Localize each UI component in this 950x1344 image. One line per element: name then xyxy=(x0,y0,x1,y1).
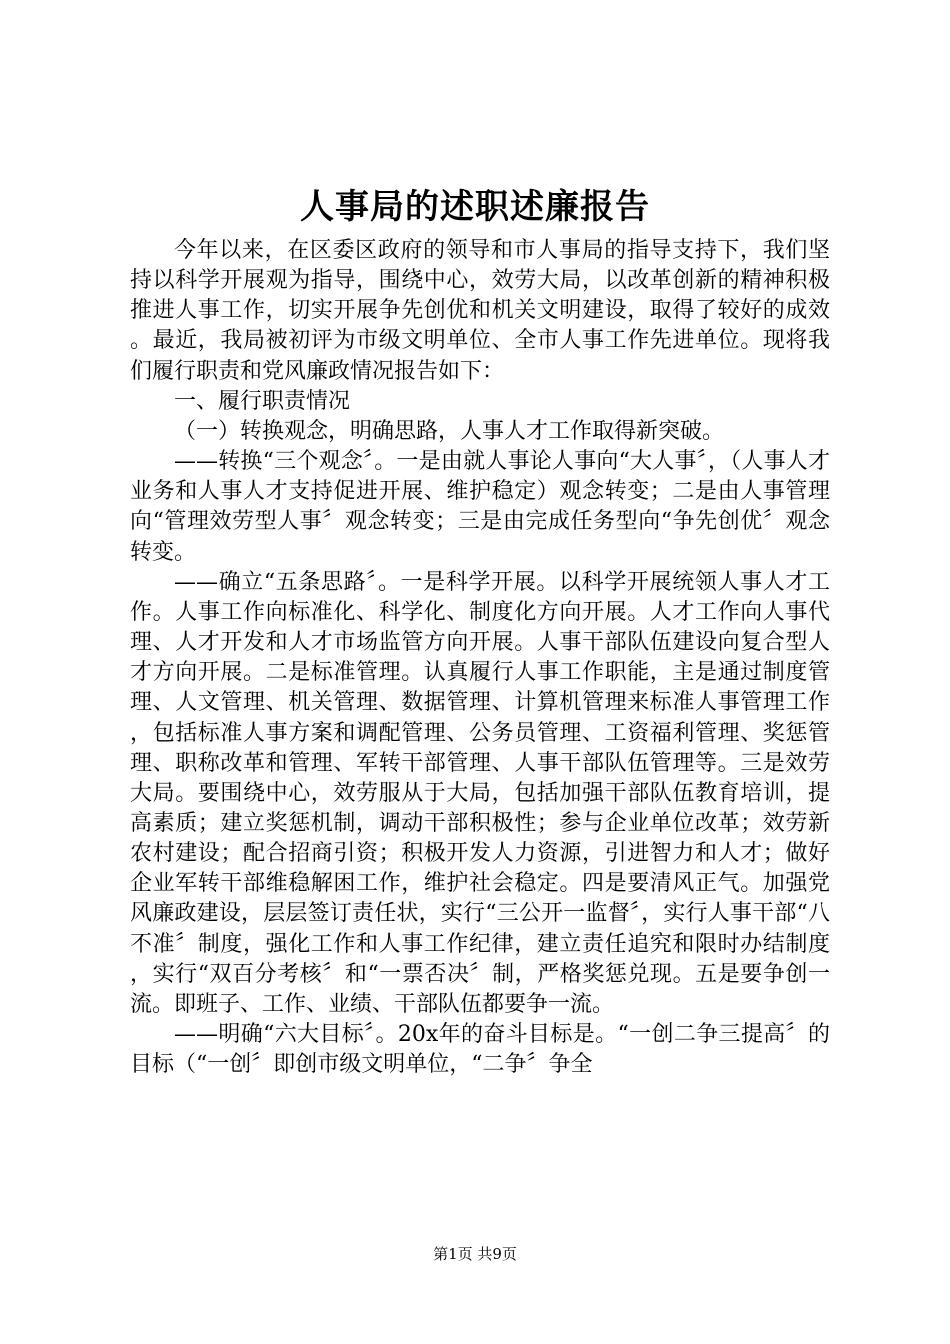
intro-paragraph: 今年以来，在区委区政府的领导和市人事局的指导支持下，我们坚持以科学开展观为指导，围绕中心，效劳大局，以改革创新的精神积极推进人事工作，切实开展争先创优和机关文明建设，取得了较好的成效。最近，我局被初评为市级文明单位、全市人事工作先进单位。现将我们履行职责和党风廉政情况报告如下： xyxy=(130,238,830,384)
subsection-heading: （一）转换观念，明确思路，人事人才工作取得新突破。 xyxy=(174,418,725,444)
body-paragraph: ——明确“六大目标〞。20x年的奋斗目标是。“一创二争三提高〞的目标（“一创〞即创市级文明单位，“二争〞争全 xyxy=(130,1022,830,1078)
body-paragraph: ——转换“三个观念〞。一是由就人事论人事向“大人事〞，（人事人才业务和人事人才支持促进开展、维护稳定）观念转变；二是由人事管理向“管理效劳型人事〞观念转变；三是由完成任务型向“争先创优〞观念转变。 xyxy=(130,449,830,565)
page-footer: 第1页 共9页 xyxy=(433,1245,517,1263)
document-body xyxy=(130,236,830,1080)
page-title: 人事局的述职述廉报告 xyxy=(300,187,650,227)
body-paragraph: ——确立“五条思路〞。一是科学开展。以科学开展统领人事人才工作。人事工作向标准化、科学化、制度化方向开展。人才工作向人事代理、人才开发和人才市场监管方向开展。人事干部队伍建设向复合型人才方向开展。二是标准管理。认真履行人事工作职能，主是通过制度管理、人文管理、机关管理、数据管理、计算机管理来标准人事管理工作，包括标准人事方案和调配管理、公务员管理、工资福利管理、奖惩管理、职称改革和管理、军转干部管理、人事干部队伍管理等。三是效劳大局。要围绕中心，效劳服从于大局，包括加强干部队伍教育培训，提高素质；建立奖惩机制，调动干部积极性；参与企业单位改革；效劳新农村建设；配合招商引资；积极开发人力资源，引进智力和人才；做好企业军转干部维稳解困工作，维护社会稳定。四是要清风正气。加强党风廉政建设，层层签订责任状，实行“三公开一监督〞，实行人事干部“八不准〞制度，强化工作和人事工作纪律，建立责任追究和限时办结制度，实行“双百分考核〞和“一票否决〞制，严格奖惩兑现。五是要争创一流。即班子、工作、业绩、干部队伍都要争一流。 xyxy=(130,569,830,1017)
section-heading: 一、履行职责情况 xyxy=(174,388,351,414)
